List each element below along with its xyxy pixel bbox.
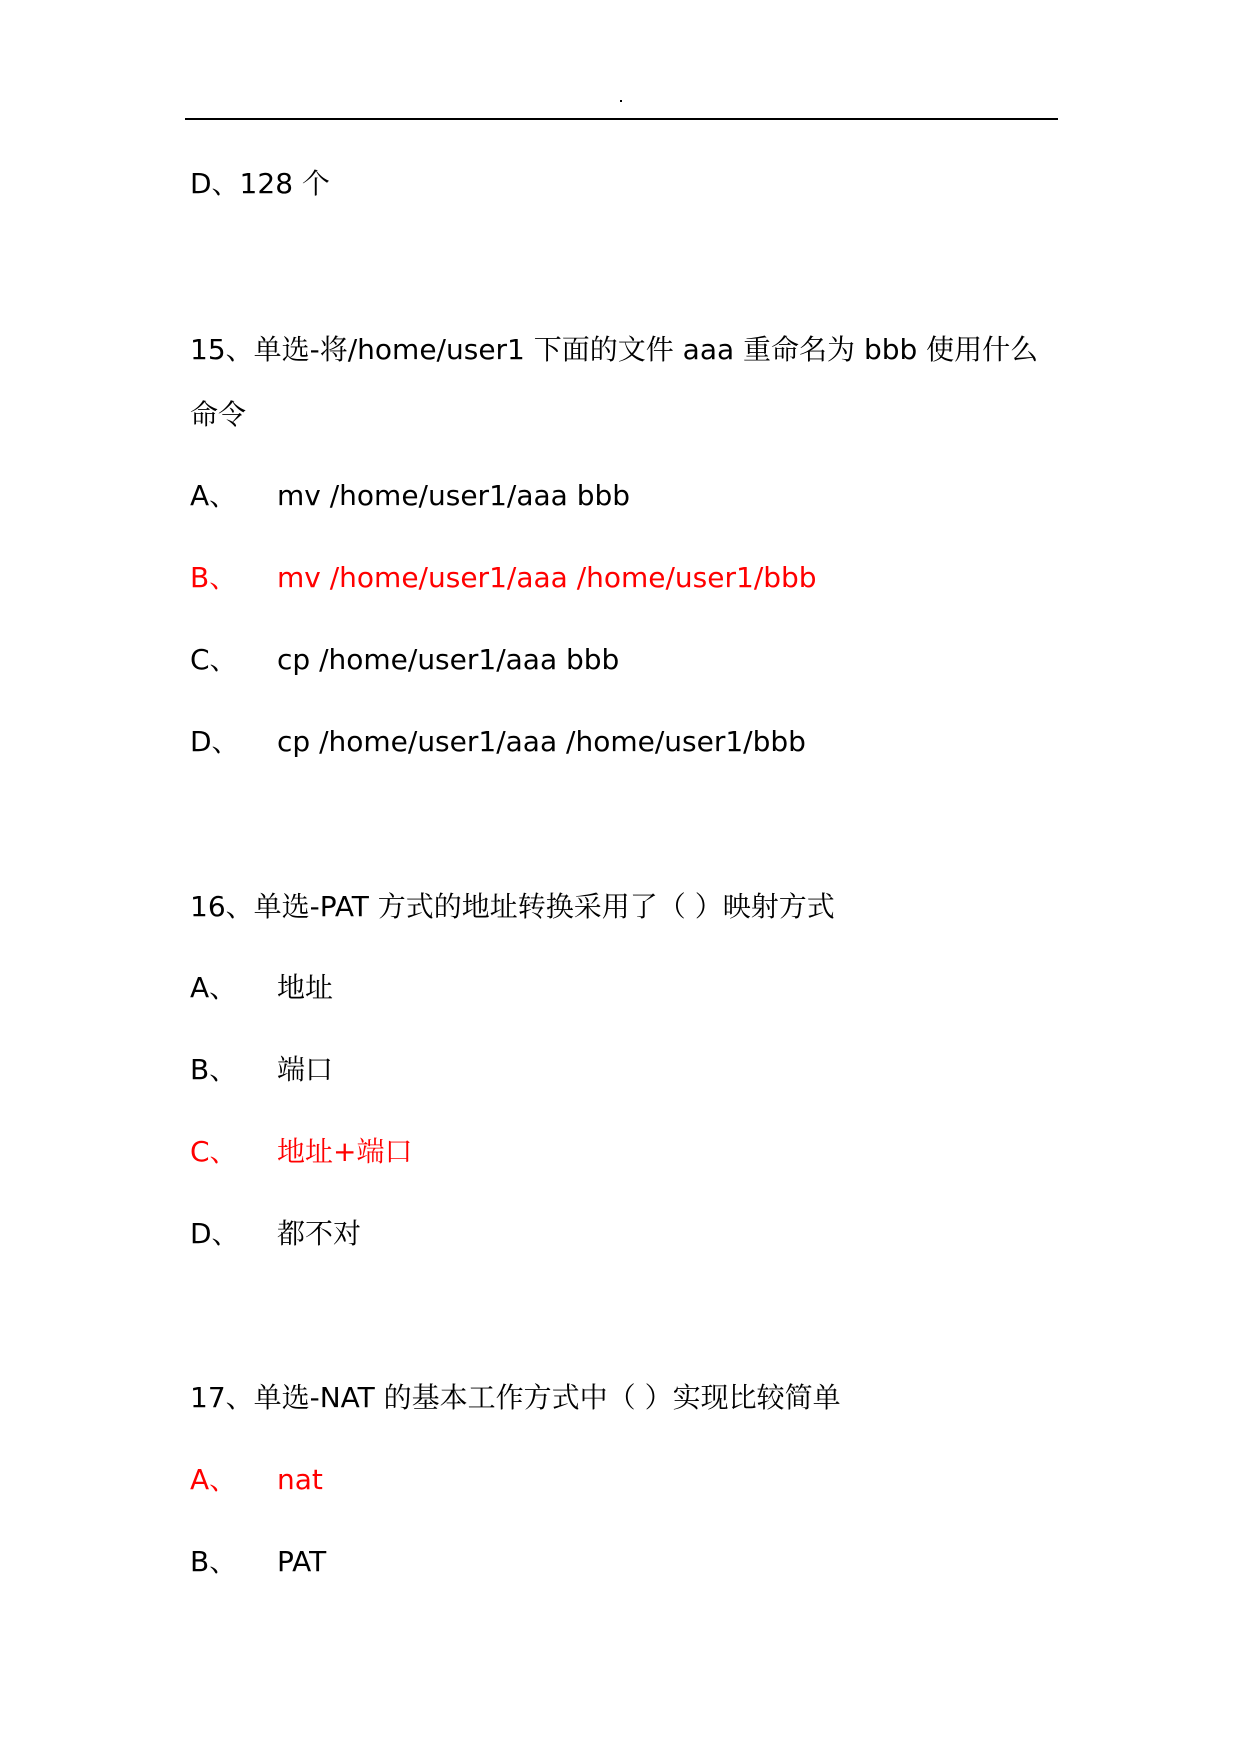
option-text: 地址+端口 [277,1135,413,1168]
option-text: 都不对 [277,1217,362,1250]
option-letter: A、 [190,479,238,512]
option-text: 地址 [277,971,334,1004]
q15-option-a [190,478,630,514]
option-letter: A、 [190,1463,238,1496]
header-dot [620,100,622,102]
option-text: mv /home/user1/aaa /home/user1/bbb [277,561,817,594]
q16-option-d [190,1216,361,1252]
option-text: PAT [277,1545,327,1578]
question-15-title-cont: 命令 [190,398,247,431]
option-letter: D、 [190,725,240,758]
option-letter: B、 [190,1053,238,1086]
header-rule [185,118,1058,120]
option-letter: A、 [190,971,238,1004]
option-letter: C、 [190,643,238,676]
option-text: cp /home/user1/aaa /home/user1/bbb [277,725,806,758]
q16-option-c [190,1134,412,1170]
q17-option-b [190,1544,326,1580]
option-text: nat [277,1463,323,1496]
q17-option-a [190,1462,323,1498]
prev-option-d: D、128 个 [190,167,330,200]
option-letter: B、 [190,1545,238,1578]
q16-option-b [190,1052,333,1088]
option-text: mv /home/user1/aaa bbb [277,479,631,512]
option-letter: D、 [190,1217,240,1250]
question-16-title: 16、单选-PAT 方式的地址转换采用了（ ）映射方式 [190,890,835,923]
option-letter: B、 [190,561,238,594]
q15-option-b [190,560,817,596]
option-letter: C、 [190,1135,238,1168]
question-15-title: 15、单选-将/home/user1 下面的文件 aaa 重命名为 bbb 使用什么 [190,333,1039,366]
q15-option-d [190,724,806,760]
question-17-title: 17、单选-NAT 的基本工作方式中（ ）实现比较简单 [190,1381,841,1414]
option-text: 端口 [277,1053,334,1086]
q16-option-a [190,970,333,1006]
option-text: cp /home/user1/aaa bbb [277,643,620,676]
q15-option-c [190,642,619,678]
